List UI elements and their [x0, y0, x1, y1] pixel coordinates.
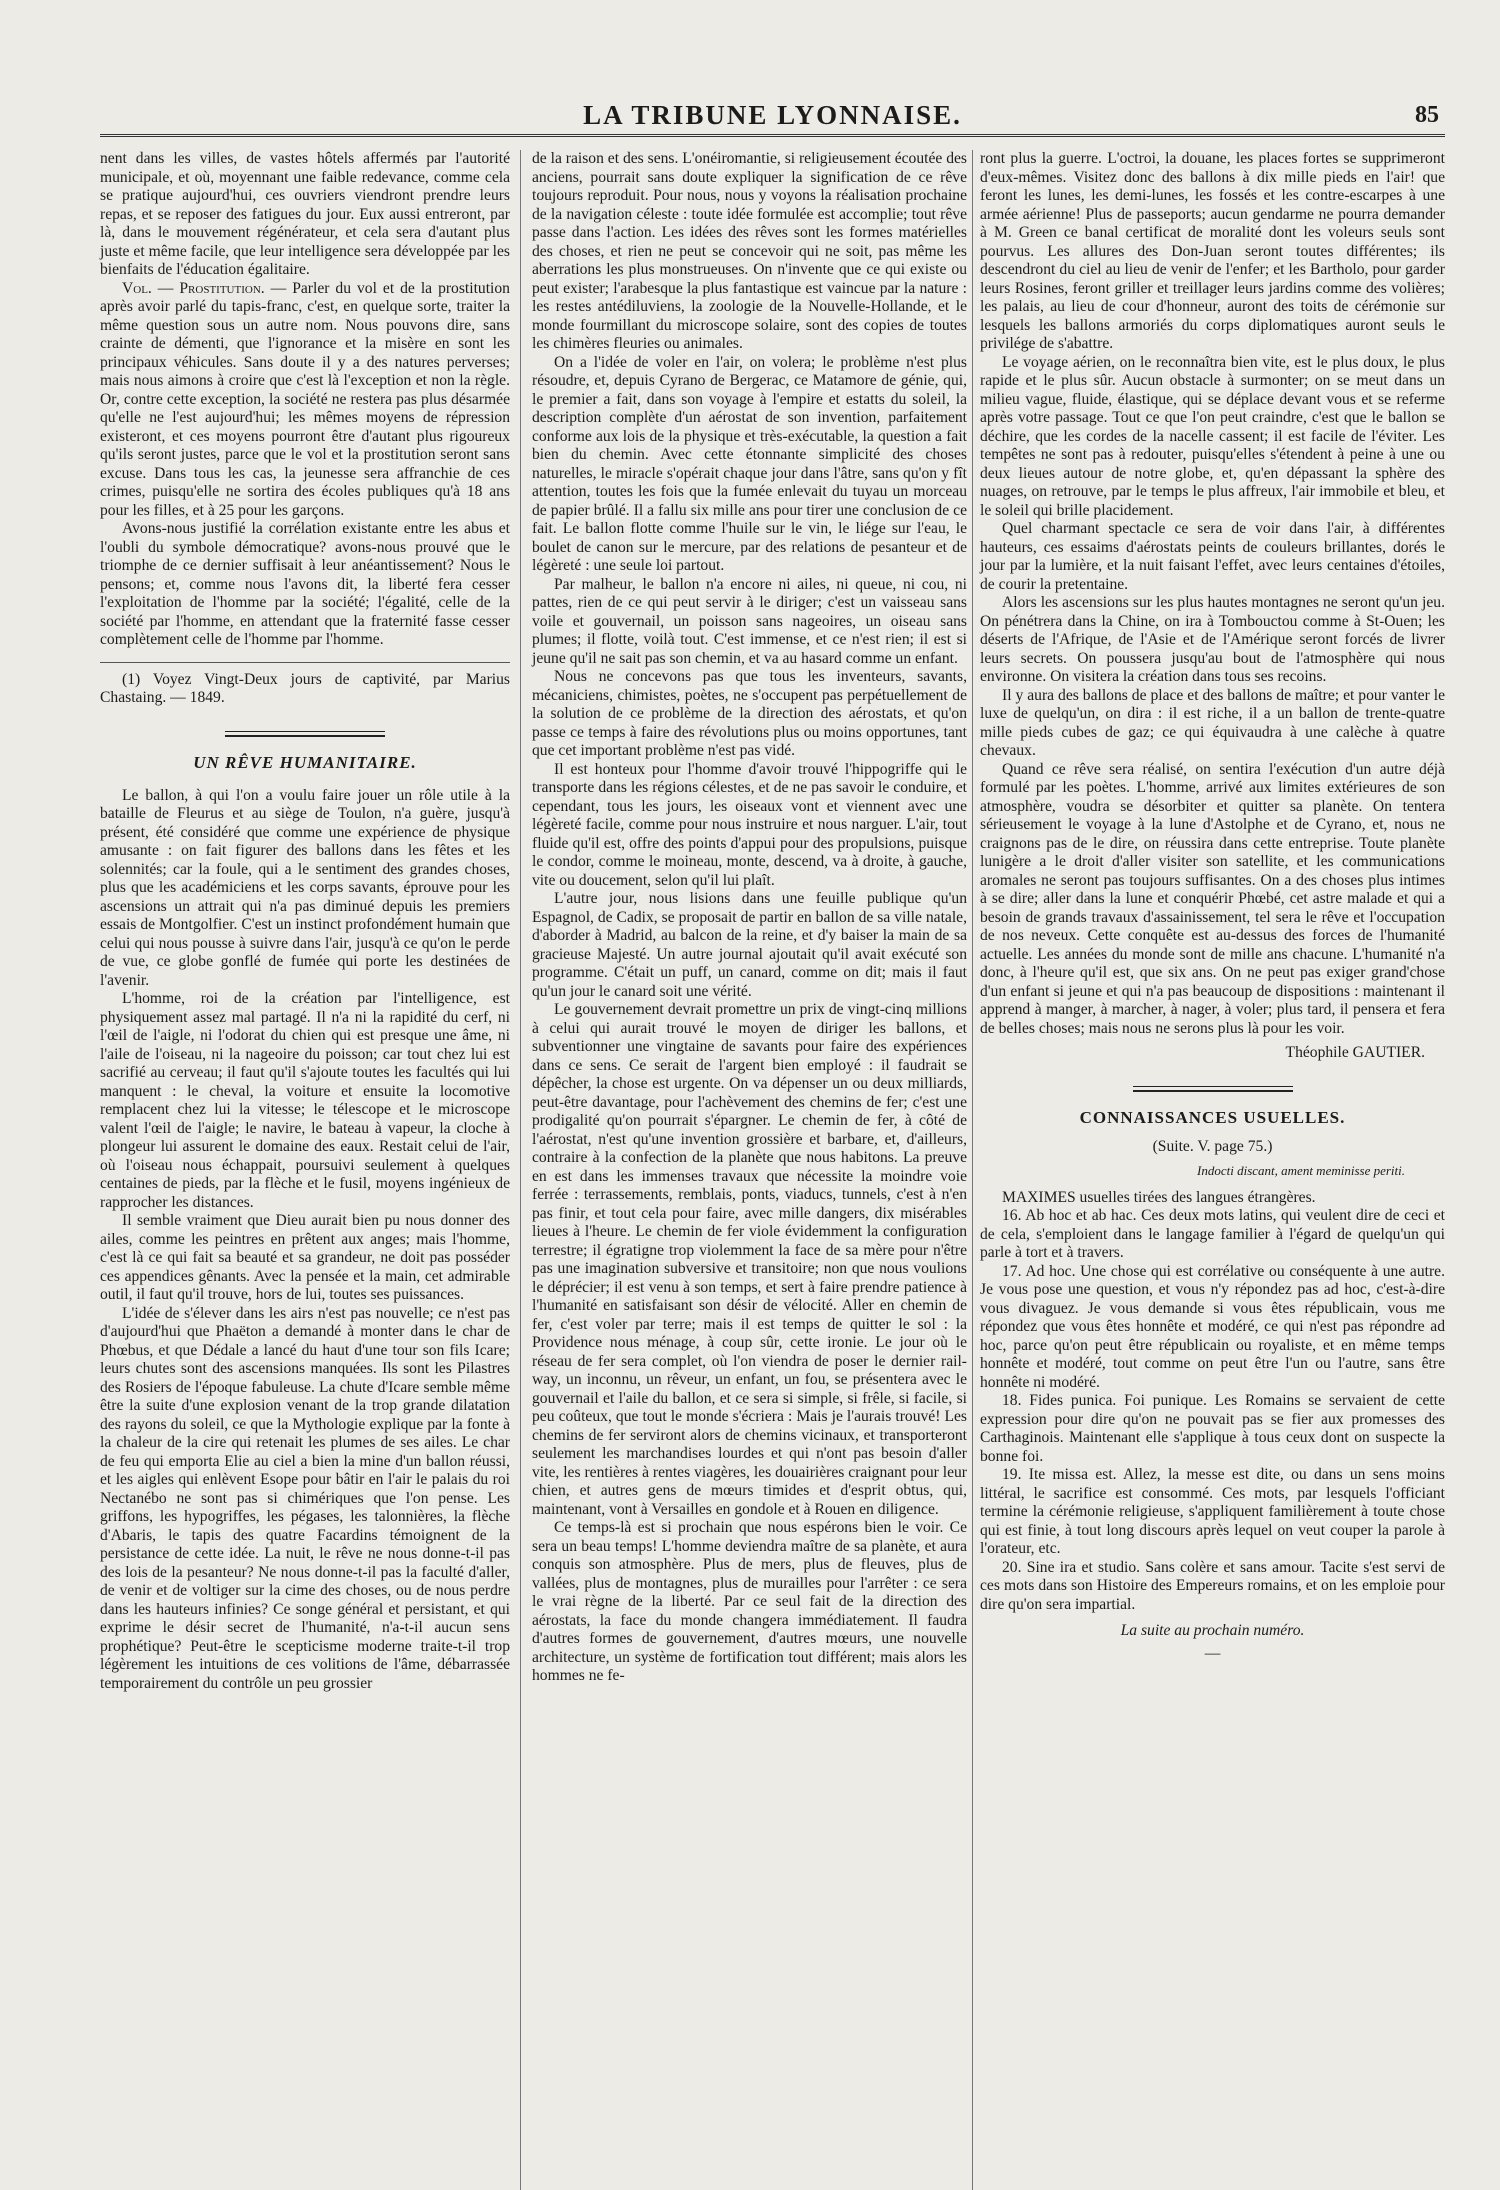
- page-number: 85: [1415, 102, 1439, 128]
- footnote: [100, 662, 510, 708]
- column-1: [100, 150, 510, 1693]
- paragraph: Alors les ascensions sur les plus hautes montagnes ne seront qu'un jeu. On pénétrera dans la Chine, on ira à Tombouctou comme à St-Ouen; les déserts de l'Afrique, de l'Asie et de l'Amérique seront forcés de livrer leurs secrets. On poussera jusqu'au bout de l'atmosphère qui nous environne. On visitera la création dans tous ses recoins.: [980, 594, 1445, 685]
- column-2: [532, 150, 967, 1686]
- end-dash: —: [1204, 1644, 1221, 1662]
- footnote-text: (1) Voyez Vingt-Deux jours de captivité, par Marius Chastaing. — 1849.: [100, 670, 510, 706]
- paragraph: L'homme, roi de la création par l'intelligence, est physiquement assez mal partagé. Il n'a ni la rapidité du cerf, ni l'œil de l'aigle, ni l'odorat du chien qui est presque une âme, ni l'aile de l'oiseau, ni la nageoire du poisson; car tout chez lui est sacrifié au cerveau; il faut qu'il s'ajoute toutes les facultés qui lui manquent : le cheval, la voiture et ensuite la locomotive remplacent chez lui la vitesse; le télescope et le microscope valent l'œil de l'aigle; le navire, le bateau à vapeur, la cloche à plongeur lui assurent le domaine des eaux. Restait celui de l'air, où l'oiseau nous échappait, poursuivi seulement à quelques centaines de pieds, par la flèche et le fusil, moyens ingénieux de rapprocher les distances.: [100, 990, 510, 1211]
- maxim-item: 16. Ab hoc et ab hac. Ces deux mots latins, qui veulent dire de ceci et de cela, s'emploient dans le langage familier à l'égard de quelqu'un qui parle à tort et à travers.: [980, 1207, 1445, 1261]
- paragraph-text: usuelles tirées des langues étrangères.: [1075, 1188, 1316, 1206]
- paragraph-text: Parler du vol et de la prostitution après avoir parlé du tapis-franc, c'est, en quelque sorte, traiter la même question sous un autre nom. Nous pouvons dire, sans crainte de démenti, que l'ignorance et la misère en sont les principaux véhicules. Sans doute il y a des natures perverses; mais nous aimons à croire que c'est là l'exception et non la règle. Or, contre cette exception, la société ne restera pas plus désarmée qu'elle ne l'est aujourd'hui; les mêmes moyens de répression existeront, et ces moyens pourront être d'autant plus rigoureux qu'ils seront justes, parce que le vol et la prostitution seront sans excuse. Dans tous les cas, la jeunesse sera affranchie de ces crimes, puisqu'elle ne sortira des écoles publiques qu'à 18 ans pour les filles, et à 25 pour les garçons.: [100, 279, 510, 519]
- paragraph: [980, 1189, 1445, 1208]
- ornament-divider: [980, 1081, 1445, 1100]
- continued-note: La suite au prochain numéro.: [1120, 1622, 1305, 1639]
- paragraph: Par malheur, le ballon n'a encore ni ailes, ni queue, ni cou, ni pattes, rien de ce qui peut servir à le diriger; c'est un vaisseau sans voile et gouvernail, un poisson sans nageoires, un oiseau sans plumes; il flotte, voilà tout. C'est immense, et ce n'est rien; il est si jeune qu'il ne sait pas son chemin, et va au hasard comme un enfant.: [532, 575, 967, 667]
- paragraph: nent dans les villes, de vastes hôtels affermés par l'autorité municipale, et où, moyennant une faible redevance, comme cela se pratique aujourd'hui, ces ouvriers viendront prendre leurs repas, et se reposer des fatigues du jour. Eux aussi entreront, par là, dans le mouvement régénérateur, et cela sera d'autant plus juste et même facile, que leur intelligence sera développée par les bienfaits de l'éducation égalitaire.: [100, 150, 510, 278]
- paragraph: Le gouvernement devrait promettre un prix de vingt-cinq millions à celui qui aurait trouvé le moyen de diriger les ballons, et subventionner une vingtaine de savants pour faire des expériences dans ce sens. Ce serait de l'argent bien employé : il faudrait se dépêcher, la chose est urgente. On va dépenser un ou deux milliards, peut-être davantage, pour l'achèvement des chemins de fer; c'est une prodigalité qu'on pourrait s'épargner. Le chemin de fer, à côté de l'aérostat, n'est qu'une invention grossière et barbare, et, d'ailleurs, contraire à la confection de la planète que nous habitons. La preuve en est dans les immenses travaux que nécessite la moindre voie ferrée : terrassements, remblais, ponts, viaducs, tunnels, c'est à n'en pas finir, et tout cela pour faire, avec mille dangers, dix misérables lieues à l'heure. Le chemin de fer viole évidemment la configuration terrestre; il égratigne trop violemment la face de sa mère pour n'être pas une imagination subversive et transitoire; non que nous voulions le déprécier; il est venu à son temps, et sert à faire prendre patience à l'humanité en satisfaisant son désir de vélocité. Aller en chemin de fer, c'est voler par terre; mais il est temps de quitter le sol : la Providence nous ménage, à coup sûr, cette ironie. Le jour où le réseau de fer sera complet, où l'on viendra de poser le dernier rail-way, un inconnu, un rêveur, un enfant, un fou, se présentera avec le gouvernail et l'aile du ballon, et ce sera si simple, si frêle, si facile, si peu coûteux, que tout le monde s'écriera : Mais je l'aurais trouvé! Les chemins de fer serviront alors de chemins vicinaux, et transporteront seulement les marchandises lourdes et qui n'ont pas besoin d'aller vite, les rentières à rentes viagères, les douairières craignant pour leur chien, et autres gens de mœurs timides et d'esprit obtus, qui, maintenant, vont à Versailles en gondole et à Rouen en diligence.: [532, 1001, 967, 1518]
- paragraph: Il semble vraiment que Dieu aurait bien pu nous donner des ailes, comme les peintres en prêtent aux anges; mais l'homme, c'est là ce qui fait sa beauté et sa grandeur, ne doit pas posséder ces appendices gênants. Avec la pensée et la main, cet admirable outil, il faut qu'il trouve, hors de lui, toutes ses puissances.: [100, 1212, 510, 1303]
- page-header: [100, 98, 1445, 137]
- maxim-item: 18. Fides punica. Foi punique. Les Romains se servaient de cette expression pour dire qu'on ne pouvait pas se fier aux promesses des Carthaginois. Maintenant elle s'applique à tous ceux dont on suspecte la bonne foi.: [980, 1392, 1445, 1465]
- paragraph: ront plus la guerre. L'octroi, la douane, les places fortes se supprimeront d'eux-mêmes. Visitez donc des ballons à dix mille pieds en l'air! que feront les lunes, les demi-lunes, les fossés et les contre-escarpes à une armée aérienne! Plus de passeports; aucun gendarme ne pourra demander à M. Green ce banal certificat de moralité dont les voleurs seuls sont pourvus. Les allures des Don-Juan seront toutes différentes; ils descendront du ciel au lieu de venir de l'enfer; et les Bartholo, pour garder leurs Rosines, feront griller et treillager leurs jardins comme des volières; les palais, au lieu de cour d'honneur, auront des toits de cérémonie sur lesquels les ballons armoriés du corps diplomatiques auront seuls le privilége de s'abattre.: [980, 150, 1445, 352]
- latin-motto: Indocti discant, ament meminisse periti.: [1197, 1163, 1405, 1178]
- journal-title: LA TRIBUNE LYONNAISE.: [583, 100, 962, 130]
- suite-reference: (Suite. V. page 75.): [1152, 1137, 1273, 1155]
- paragraph: Le ballon, à qui l'on a voulu faire jouer un rôle utile à la bataille de Fleurus et au siège de Toulon, n'a guère, jusqu'à présent, été considéré que comme une expérience de physique amusante : on fait figurer des ballons dans les fêtes et les solennités; car la foule, qui a le sentiment des grandes choses, plus que les académiciens et les corps savants, éprouve pour les ascensions un attrait qui n'a pas diminué depuis les premiers essais de Montgolfier. C'est un instinct profondément humain que celui qui nous pousse à suivre dans l'air, jusqu'à ce qu'on le perde de vue, ce globe gonflé de fumée qui porte les destinées de l'avenir.: [100, 786, 510, 989]
- paragraph: Avons-nous justifié la corrélation existante entre les abus et l'oubli du symbole démocratique? avons-nous prouvé que le triomphe de ce dernier suffisait à leur anéantissement? Nous le pensons; et, comme nous l'avons dit, la liberté fera cesser l'exploitation de l'homme par la société; l'égalité, celle de la société par l'homme, en attendant que la fraternité fasse cesser complètement celle de l'homme par l'homme.: [100, 520, 510, 648]
- section-lead: Vol. — Prostitution. —: [122, 279, 287, 297]
- paragraph: Il y aura des ballons de place et des ballons de maître; et pour vanter le luxe de quelqu'un, on dira : il est riche, il a un ballon de trente-quatre mille pieds cubes de gaz; ce qui équivaudra à une calèche à quatre chevaux.: [980, 686, 1445, 759]
- paragraph: [100, 280, 510, 521]
- paragraph: de la raison et des sens. L'onéiromantie, si religieusement écoutée des anciens, pourrait sans doute expliquer la signification de ce rêve toujours reproduit. Pour nous, nous y voyons la réalisation prochaine de la navigation céleste : toute idée formulée est accomplie; tout rêve passe dans l'action. Les idées des rêves sont les formes matérielles des choses, et rien ne peut se concevoir qui ne soit, pas même les aberrations les plus monstrueuses. On n'invente que ce qui existe ou peut exister; l'arabesque la plus fantastique est vaincue par la nature : les restes antédiluviens, la zoologie de la Nouvelle-Hollande, et le monde fourmillant du microscope solaire, sont des copies de toutes les chimères fleuries ou animales.: [532, 150, 967, 352]
- column-divider: [972, 150, 973, 2190]
- paragraph: L'idée de s'élever dans les airs n'est pas nouvelle; ce n'est pas d'aujourd'hui que Phaëton a demandé à monter dans le char de Phœbus, et que Dédale a lancé du haut d'une tour son fils Icare; leurs chutes sont des ascensions manquées. Ils sont les Pilastres des Rosiers de l'époque fabuleuse. La chute d'Icare semble même être la suite d'une explosion venant de la trop grande dilatation des rayons du soleil, ce que la Mythologie explique par la fonte à la chaleur de la cire qui retenait les plumes de ses ailes. Le char de feu qui emporta Elie au ciel a bien la mine d'un ballon réussi, et les aigles qui enlèvent Esope pour bâtir en l'air le palais du roi Nectanébo ne sont pas si chimériques que l'on pense. Les griffons, les hypogriffes, les pégases, les talonnières, la flèche d'Abaris, le tapis des quatre Facardins témoignent de la persistance de cette idée. La nuit, le rêve ne nous donne-t-il pas des lois de la pesanteur? Ne nous donne-t-il pas la faculté d'aller, de venir et de voltiger sur la cime des choses, ou de nous perdre dans les hauteurs infinies? Ce songe général et persistant, et qui exprime le désir secret de l'humanité, n'a-t-il aucun sens prophétique? Peut-être le scepticisme moderne traite-t-il trop légèrement les intuitions de ces volitions de l'âme, débarrassée temporairement du contrôle un peu grossier: [100, 1304, 510, 1692]
- paragraph: Il est honteux pour l'homme d'avoir trouvé l'hippogriffe qui le transporte dans les régions célestes, et de ne pas savoir le conduire, et cependant, tous les jours, les oiseaux vont et viennent avec une légèreté facile, comme pour nous instruire et nous narguer. L'air, tout fluide qu'il est, offre des points d'appui pour des propulsions, puisque le condor, comme le moineau, monte, descend, va à droite, à gauche, vite ou doucement, selon qu'il lui plaît.: [532, 760, 967, 889]
- paragraph: Nous ne concevons pas que tous les inventeurs, savants, mécaniciens, chimistes, poètes, ne s'occupent pas perpétuellement de la solution de ce problème de la direction des aérostats, et qu'on passe ce temps à faire des révolutions plus ou moins opportunes, tant que cet important problème n'est pas vidé.: [532, 668, 967, 759]
- section-lead: MAXIMES: [1002, 1188, 1076, 1206]
- section-title: CONNAISSANCES USUELLES.: [1079, 1108, 1346, 1127]
- ornament-divider: [100, 726, 510, 745]
- maxim-item: 17. Ad hoc. Une chose qui est corrélative ou conséquente à une autre. Je vous pose une question, et vous n'y répondez pas ad hoc, c'est-à-dire vous divaguez. Je vous demande si vous êtes républicain, vous me répondez que vous êtes honnête et modéré, ce qui n'est pas répondre ad hoc, parce qu'on peut être républicain ou royaliste, et en même temps honnête et modéré, tout comme on peut être l'un ou l'autre, sans être honnête ni modéré.: [980, 1262, 1445, 1391]
- column-3: [980, 150, 1445, 1663]
- article-title: UN RÊVE HUMANITAIRE.: [193, 753, 417, 772]
- paragraph: L'autre jour, nous lisions dans une feuille publique qu'un Espagnol, de Cadix, se proposait de partir en ballon de sa ville natale, d'aborder à Madrid, au balcon de la reine, et d'y baiser la main de sa gracieuse Majesté. Un autre journal ajoutait qu'il avait exécuté son programme. C'était un puff, un canard, comme on dit; mais il faut qu'un jour le canard soit une vérité.: [532, 890, 967, 1000]
- paragraph: On a l'idée de voler en l'air, on volera; le problème n'est plus résoudre, et, depuis Cyrano de Bergerac, ce Matamore de génie, qui, le premier a fait, dans son voyage à l'empire et estatts du soleil, la description complète d'un aérostat de son invention, parfaitement conforme aux lois de la physique et très-exécutable, la question a fait bien du chemin. Avec cette étonnante simplicité des choses naturelles, le miracle s'opérait chaque jour dans l'âtre, sans qu'on y fît attention, toutes les fois que la fumée enlevait du tuyau un morceau de papier brûlé. Il a fallu six mille ans pour tirer une conclusion de ce fait. Le ballon flotte comme l'huile sur le vin, le liége sur l'eau, le boulet de canon sur le mercure, par des relations de pesanteur et de légèreté : une seule loi partout.: [532, 353, 967, 574]
- author-signature: Théophile GAUTIER.: [1285, 1044, 1425, 1061]
- paragraph: Le voyage aérien, on le reconnaîtra bien vite, est le plus doux, le plus rapide et le plus sûr. Aucun obstacle à surmonter; on se meut dans un milieu vague, fluide, élastique, qui se déplace devant vous et se referme après votre passage. Tout ce que l'on peut craindre, c'est que le ballon se déchire, que les cordes de la nacelle cassent; il est facile de l'éviter. Les tempêtes ne sont pas à redouter, puisqu'elles s'étendent à peine à une ou deux lieues autour de notre globe, et, qu'en dépassant la sphère des nuages, on retrouve, par le temps le plus affreux, l'air immobile et bleu, et le soleil qui brille placidement.: [980, 353, 1445, 519]
- paragraph: Quand ce rêve sera réalisé, on sentira l'exécution d'un autre déjà formulé par les poètes. L'homme, arrivé aux limites extérieures de son atmosphère, voudra se désorbiter et quitter sa planète. On tentera sérieusement le voyage à la lune d'Astolphe et de Cyrano, et, nous ne craignons pas de le dire, on réussira dans cette entreprise. Toute planète lunigère a le droit d'aller visiter son satellite, et les communications aromales ne seront pas toujours suffisantes. On a des choses plus intimes à se dire; aller dans la lune et conquérir Phœbé, cet astre malade et qui a besoin de grands travaux d'assainissement, tel sera le rêve et l'occupation de nos neveux. Cette conquête est au-dessus des forces de l'humanité actuelle. Les années du monde sont de mille ans chacune. L'humanité n'a donc, à l'heure qu'il est, que six ans. On ne peut pas exiger grand'chose d'un enfant si jeune et qui n'a pas beaucoup de dispositions : maintenant il apprend à manger, à marcher, à nager, à voler; plus tard, il pensera et fera de belles choses; mais nous ne serons plus là pour les voir.: [980, 760, 1445, 1037]
- paragraph: Quel charmant spectacle ce sera de voir dans l'air, à différentes hauteurs, ces essaims d'aérostats peints de couleurs brillantes, dorés le jour par la lumière, et la nuit faisant l'effet, avec leurs centaines d'étoiles, de courir la pretentaine.: [980, 520, 1445, 593]
- column-divider: [520, 150, 521, 2190]
- maxim-item: 20. Sine ira et studio. Sans colère et sans amour. Tacite s'est servi de ces mots dans son Histoire des Empereurs romains, et on les emploie pour dire qu'on sera impartial.: [980, 1558, 1445, 1613]
- paragraph: Ce temps-là est si prochain que nous espérons bien le voir. Ce sera un beau temps! L'homme deviendra maître de sa planète, et aura conquis son atmosphère. Plus de mers, plus de fleuves, plus de vallées, plus de montagnes, plus de murailles pour l'arrêter : ce sera le vrai règne de la liberté. Par ce seul fait de la direction des aérostats, la face du monde changera immédiatement. Il faudra d'autres formes de gouvernement, d'autres mœurs, une nouvelle architecture, un système de fortification tout différent; mais alors les hommes ne fe-: [532, 1519, 967, 1684]
- maxim-item: 19. Ite missa est. Allez, la messe est dite, ou dans un sens moins littéral, le sacrifice est consommé. Ces mots, par lesquels l'officiant termine la cérémonie religieuse, s'appliquent familièrement à toute chose qui est finie, à tout long discours après lequel on veut couper la parole à l'orateur, etc.: [980, 1466, 1445, 1557]
